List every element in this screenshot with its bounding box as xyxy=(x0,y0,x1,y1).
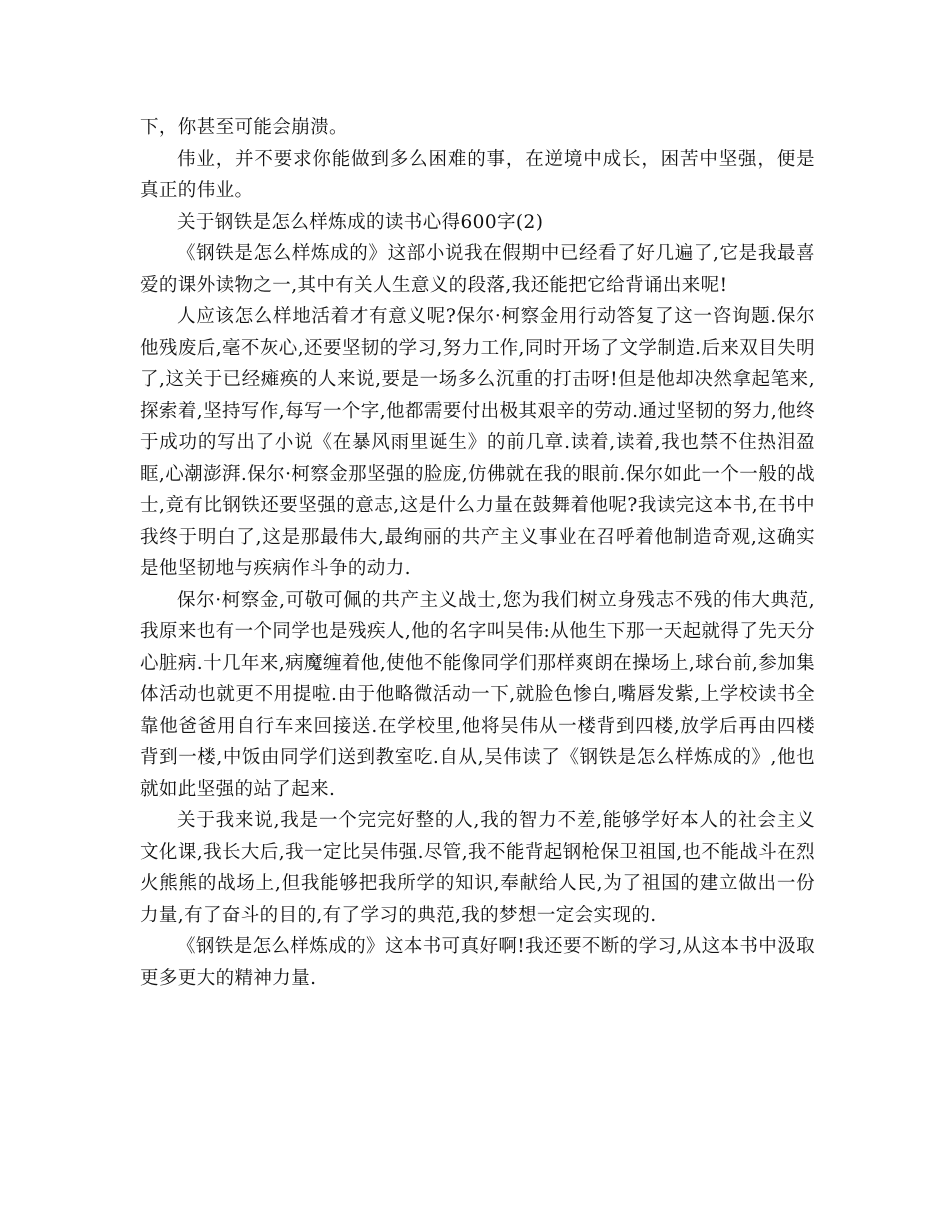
paragraph-classmate: 保尔·柯察金,可敬可佩的共产主义战士,您为我们树立身残志不残的伟大典范,我原来也有一个同学也是残疾人,他的名字叫吴伟:从他生下那一天起就得了先天分心脏病.十几年来,病魔缠着他,使他不能像同学们那样爽朗在操场上,球台前,参加集体活动也就更不用提啦.由于他略微活动一下,就脸色惨白,嘴唇发紫,上学校读书全靠他爸爸用自行车来回接送.在学校里,他将吴伟从一楼背到四楼,放学后再由四楼背到一楼,中饭由同学们送到教室吃.自从,吴伟读了《钢铁是怎么样炼成的》,他也就如此坚强的站了起来. xyxy=(140,589,815,800)
paragraph-continuation: 下，你甚至可能会崩溃。 xyxy=(140,117,348,138)
paragraph-conclusion: 《钢铁是怎么样炼成的》这本书可真好啊!我还要不断的学习,从这本书中汲取更多更大的精神力量. xyxy=(140,936,815,989)
paragraph-meaning-of-life: 人应该怎么样地活着才有意义呢?保尔·柯察金用行动答复了这一咨询题.保尔他残废后,毫不灰心,还要坚韧的学习,努力工作,同时开场了文学制造.后来双目失明了,这关于已经瘫痪的人来说,要是一场多么沉重的打击呀!但是他却决然拿起笔来,探索着,坚持写作,每写一个字,他都需要付出极其艰辛的劳动.通过坚韧的努力,他终于成功的写出了小说《在暴风雨里诞生》的前几章.读着,读着,我也禁不住热泪盈眶,心潮澎湃.保尔·柯察金那坚强的脸庞,仿佛就在我的眼前.保尔如此一个一般的战士,竟有比钢铁还要坚强的意志,这是什么力量在鼓舞着他呢?我读完这本书,在书中我终于明白了,这是那最伟大,最绚丽的共产主义事业在召呼着他制造奇观,这确实是他坚韧地与疾病作斗争的动力. xyxy=(140,306,815,579)
paragraph-self-reflection: 关于我来说,我是一个完完好整的人,我的智力不差,能够学好本人的社会主义文化课,我长大后,我一定比吴伟强.尽管,我不能背起钢枪保卫祖国,也不能战斗在烈火熊熊的战场上,但我能够把我所学的知识,奉献给人民,为了祖国的建立做出一份力量,有了奋斗的目的,有了学习的典范,我的梦想一定会实现的. xyxy=(140,810,815,926)
section-heading: 关于钢铁是怎么样炼成的读书心得600字(2) xyxy=(177,211,544,233)
paragraph-greatness: 伟业，并不要求你能做到多么困难的事，在逆境中成长，困苦中坚强，便是真正的伟业。 xyxy=(140,148,815,201)
document-body xyxy=(140,112,815,994)
paragraph-intro: 《钢铁是怎么样炼成的》这部小说我在假期中已经看了好几遍了,它是我最喜爱的课外读物之一,其中有关人生意义的段落,我还能把它给背诵出来呢! xyxy=(140,243,815,296)
